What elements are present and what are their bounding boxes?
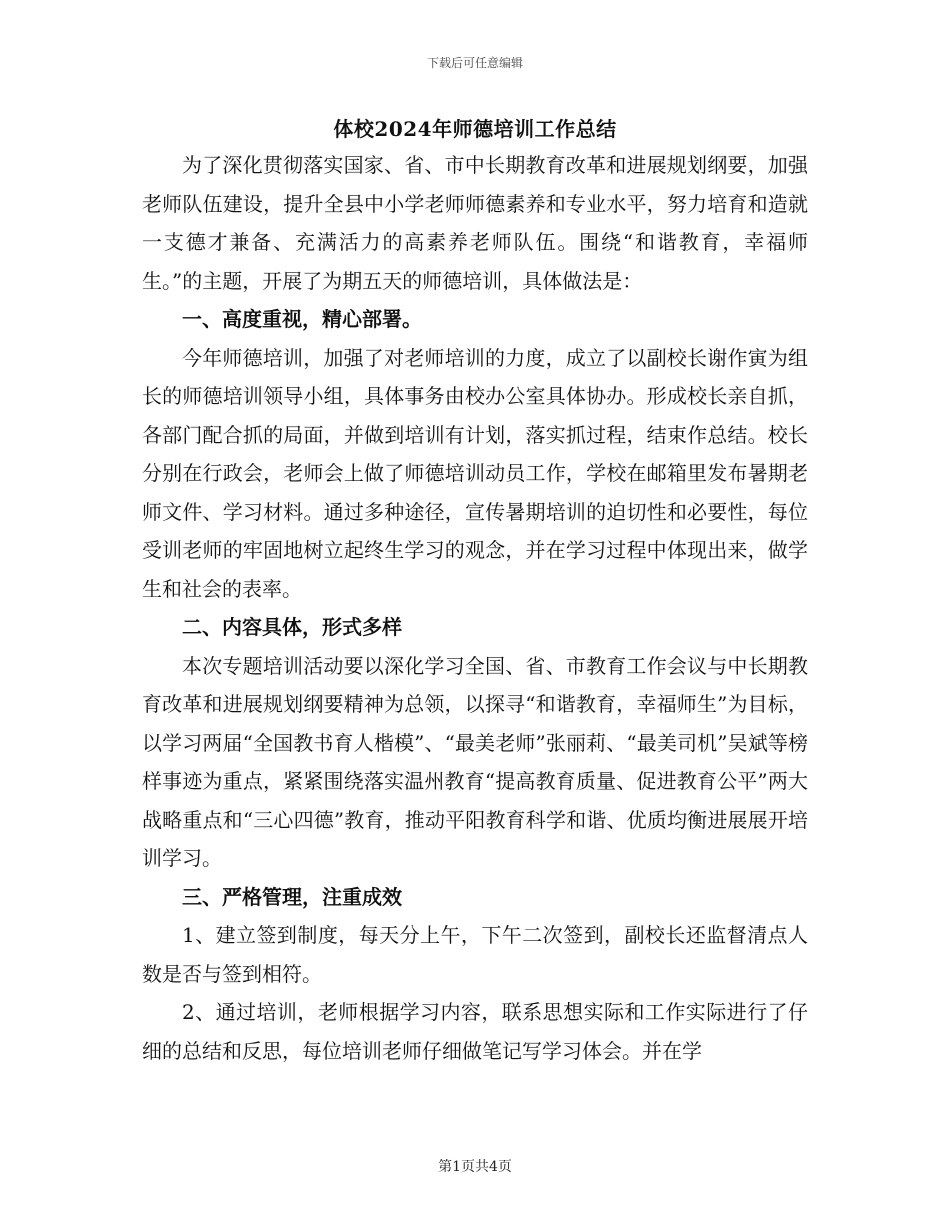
section-heading-3: 三、严格管理，注重成效 xyxy=(182,884,402,909)
page-number-footer: 第1页共4页 xyxy=(438,1159,512,1175)
section-heading-2: 二、内容具体，形式多样 xyxy=(182,615,402,639)
header-note: 下载后可任意编辑 xyxy=(426,56,523,70)
section-2-paragraph: 本次专题培训活动要以深化学习全国、省、市教育工作会议与中长期教育改革和进展规划纲要精神为总领，以探寻“和谐教育，幸福师生”为目标，以学习两届“全国教书育人楷模”、“最美老师”张丽莉、“最美司机”吴斌等榜样事迹为重点，紧紧围绕落实温州教育“提高教育质量、促进教育公平”两大战略重点和“三心四德”教育，推动平阳教育科学和谐、优质均衡进展展开培训学习。 xyxy=(142,653,808,870)
document-title: 体校2024年师德培训工作总结 xyxy=(333,117,617,141)
intro-paragraph: 为了深化贯彻落实国家、省、市中长期教育改革和进展规划纲要，加强老师队伍建设，提升全县中小学老师师德素养和专业水平，努力培育和造就一支德才兼备、充满活力的高素养老师队伍。围绕“和谐教育，幸福师生。”的主题，开展了为期五天的师德培训，具体做法是： xyxy=(142,153,808,293)
document-body xyxy=(142,146,808,1070)
section-1-paragraph: 今年师德培训，加强了对老师培训的力度，成立了以副校长谢作寅为组长的师德培训领导小组，具体事务由校办公室具体协办。形成校长亲自抓，各部门配合抓的局面，并做到培训有计划，落实抓过程，结束作总结。校长分别在行政会，老师会上做了师德培训动员工作，学校在邮箱里发布暑期老师文件、学习材料。通过多种途径，宣传暑期培训的迫切性和必要性，每位受训老师的牢固地树立起终生学习的观念，并在学习过程中体现出来，做学生和社会的表率。 xyxy=(142,345,808,601)
section-3-item-1: 1、建立签到制度，每天分上午，下午二次签到，副校长还监督清点人数是否与签到相符。 xyxy=(142,923,808,986)
section-heading-1: 一、高度重视，精心部署。 xyxy=(182,307,422,331)
section-3-item-2: 2、通过培训，老师根据学习内容，联系思想实际和工作实际进行了仔细的总结和反思，每位培训老师仔细做笔记写学习体会。并在学 xyxy=(142,1000,808,1063)
